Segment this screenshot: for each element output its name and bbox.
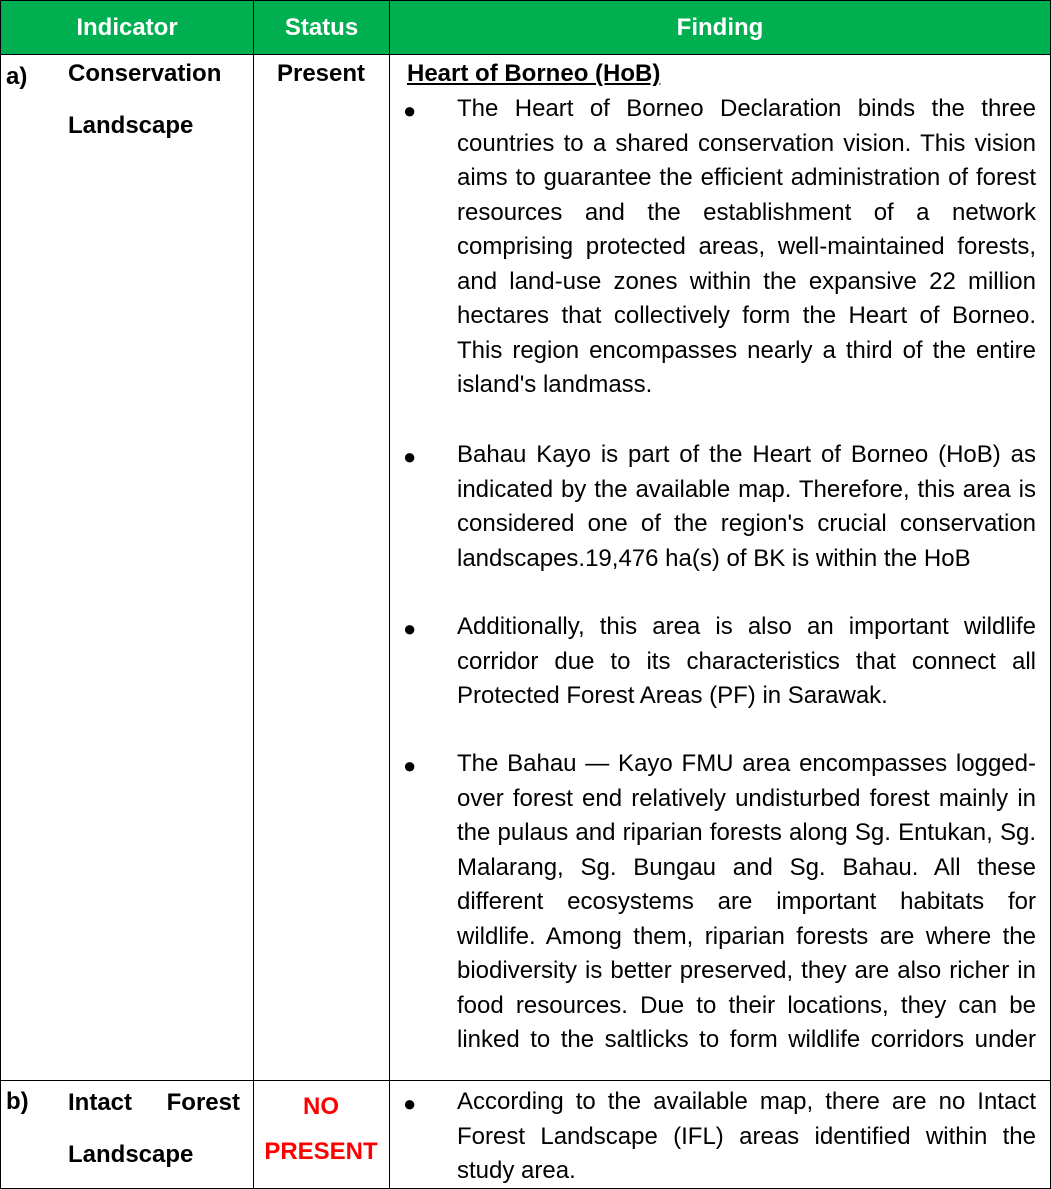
paragraph-line: The Bahau — Kayo FMU area encompasses logged- [457, 750, 1036, 777]
paragraph-line: comprising protected areas, well-maintained forests, [457, 233, 1036, 260]
paragraph-line: Bahau Kayo is part of the Heart of Borneo (HoB) as [457, 441, 1036, 468]
paragraph-line: food resources. Due to their locations, they can be [457, 991, 1036, 1019]
row-indicator [68, 1077, 240, 1181]
paragraph-line: According to the available map, there are no Intact [457, 1088, 1036, 1115]
bullet-icon: ● [403, 753, 417, 778]
indicator-line: Intact Forest [68, 1089, 240, 1116]
finding-paragraph [457, 747, 1036, 1058]
paragraph-line: Additionally, this area is also an important wildlife [457, 613, 1036, 640]
bullet-icon: ● [403, 444, 417, 469]
finding-paragraph [457, 438, 1036, 576]
paragraph-line: biodiversity is better preserved, they are also richer in [457, 957, 1036, 984]
paragraph-line: The Heart of Borneo Declaration binds the three [457, 95, 1036, 122]
paragraph-line: and land-use zones within the expansive 22 million [457, 267, 1036, 295]
paragraph-line: linked to the saltlicks to form wildlife corridors under [457, 1026, 1036, 1053]
paragraph-line: hectares that collectively form the Heart of Borneo. [457, 302, 1036, 329]
header-finding-label: Finding [676, 13, 764, 41]
bullet-icon: ● [403, 98, 417, 123]
indicator-line: Landscape [68, 1141, 194, 1168]
border-left [0, 55, 1, 1189]
indicator-line: Conservation [68, 60, 222, 87]
paragraph-line: corridor due to its characteristics that connect all [457, 647, 1036, 675]
paragraph-line: considered one of the region's crucial conservation [457, 510, 1036, 537]
status-line: PRESENT [264, 1138, 378, 1165]
paragraph-line: resources and the establishment of a network [457, 198, 1036, 226]
row-status: Present [276, 60, 366, 87]
bullet-icon: ● [403, 616, 417, 641]
paragraph-line: indicated by the available map. Therefore, this area is [457, 475, 1036, 503]
row-letter: a) [6, 63, 28, 90]
paragraph-line: over forest end relatively undisturbed forest mainly in [457, 784, 1036, 812]
border-col-2 [389, 55, 390, 1189]
paragraph-line: wildlife. Among them, riparian forests are where the [457, 922, 1036, 950]
row-letter: b) [6, 1088, 29, 1115]
paragraph-line: island's landmass. [457, 371, 653, 398]
paragraph-line: study area. [457, 1157, 576, 1184]
header-finding [389, 0, 1051, 55]
paragraph-line: This region encompasses nearly a third of the entire [457, 336, 1036, 364]
paragraph-line: the pulaus and riparian forests along Sg. Entukan, Sg. [457, 819, 1036, 846]
finding-paragraph [457, 92, 1036, 403]
paragraph-line: Forest Landscape (IFL) areas identified within the [457, 1122, 1036, 1150]
row-indicator [68, 48, 240, 152]
indicator-line: Landscape [68, 112, 194, 139]
bullet-icon: ● [403, 1091, 417, 1116]
paragraph-line: landscapes.19,476 ha(s) of BK is within the HoB [457, 544, 971, 572]
header-indicator-label: Indicator [76, 13, 178, 41]
finding-title: Heart of Borneo (HoB) [407, 60, 661, 87]
row-status [254, 1084, 388, 1174]
header-status-label: Status [284, 13, 359, 41]
finding-paragraph [457, 1085, 1036, 1189]
paragraph-line: countries to a shared conservation vision. This vision [457, 129, 1036, 157]
paragraph-line: different ecosystems are important habitats for [457, 888, 1036, 915]
header-status [253, 0, 390, 55]
paragraph-line: aims to guarantee the efficient administration of forest [457, 164, 1036, 191]
status-line: NO [303, 1093, 339, 1120]
border-col-1 [253, 55, 254, 1189]
header-indicator [0, 0, 254, 55]
paragraph-line: Protected Forest Areas (PF) in Sarawak. [457, 682, 888, 709]
finding-paragraph [457, 610, 1036, 714]
paragraph-line: Malarang, Sg. Bungau and Sg. Bahau. All these [457, 853, 1036, 881]
